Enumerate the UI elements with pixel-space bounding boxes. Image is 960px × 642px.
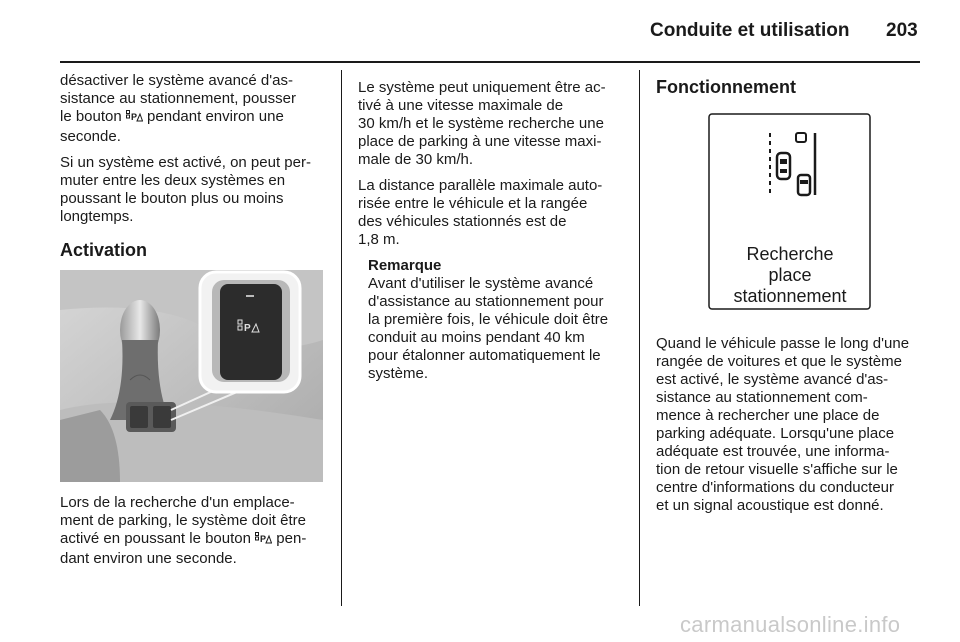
column-divider-left bbox=[341, 70, 342, 606]
paragraph: Si un système est activé, on peut per- muter entre les deux systèmes en poussant le bouton plus ou moins longtemps. bbox=[60, 154, 311, 225]
paragraph: Le système peut uniquement être ac- tivé à une vitesse maximale de 30 km/h et le système recherche une place de parking à une vitesse maxi- male de 30 km/h. bbox=[358, 79, 606, 168]
header-rule bbox=[60, 61, 920, 63]
text-run: désactiver le système avancé d'as- sistance au stationnement, pousser le bouton bbox=[60, 72, 296, 125]
note-heading: Remarque bbox=[368, 257, 442, 274]
activation-photo bbox=[60, 270, 323, 482]
left-column-top bbox=[60, 72, 332, 226]
paragraph bbox=[60, 494, 332, 568]
park-assist-icon bbox=[126, 110, 143, 128]
own-car-icon bbox=[777, 153, 790, 179]
text-run: Lors de la recherche d'un emplace- ment de parking, le système doit être activé en poussant le bouton bbox=[60, 494, 306, 547]
middle-column bbox=[358, 79, 633, 383]
page-number: 203 bbox=[886, 20, 918, 41]
svg-text:P: P bbox=[260, 534, 267, 544]
text-run: pen- dant environ une seconde. bbox=[60, 530, 307, 567]
column-divider-right bbox=[639, 70, 640, 606]
paragraph: Quand le véhicule passe le long d'une rangée de voitures et que le système est activé, le système avancé d'as- sistance au stationnement com- mence à rechercher une place de parking adéquate. Lorsqu'une place adéquate est trouvée, une informa- tion de retour visuelle s'affiche sur le centre d'informations du conducteur et un signal acoustique est donné. bbox=[656, 335, 910, 514]
display-line: Recherche bbox=[746, 244, 834, 264]
note-block bbox=[368, 257, 633, 383]
fonctionnement-heading: Fonctionnement bbox=[656, 77, 796, 97]
display-line: stationnement bbox=[733, 286, 847, 306]
display-line: place bbox=[768, 265, 812, 285]
activation-heading: Activation bbox=[60, 240, 148, 260]
watermark: carmanualsonline.info bbox=[680, 612, 901, 637]
header-title: Conduite et utilisation bbox=[650, 20, 850, 41]
svg-text:P: P bbox=[130, 112, 137, 122]
park-assist-icon bbox=[255, 532, 272, 550]
left-column-bottom bbox=[60, 494, 332, 568]
note-text: Avant d'utiliser le système avancé d'assistance au stationnement pour la première fois, le véhicule doit être conduit au moins pendant 40 km pour étalonner automatiquement le système. bbox=[368, 275, 609, 382]
right-column-text bbox=[656, 335, 946, 515]
paragraph: La distance parallèle maximale auto- risée entre le véhicule et la rangée des véhicules stationnés est de 1,8 m. bbox=[358, 177, 603, 248]
svg-text:P: P bbox=[244, 323, 251, 334]
paragraph bbox=[60, 72, 332, 146]
parked-car-icon bbox=[798, 175, 810, 195]
text-run: pendant environ une seconde. bbox=[60, 108, 284, 145]
